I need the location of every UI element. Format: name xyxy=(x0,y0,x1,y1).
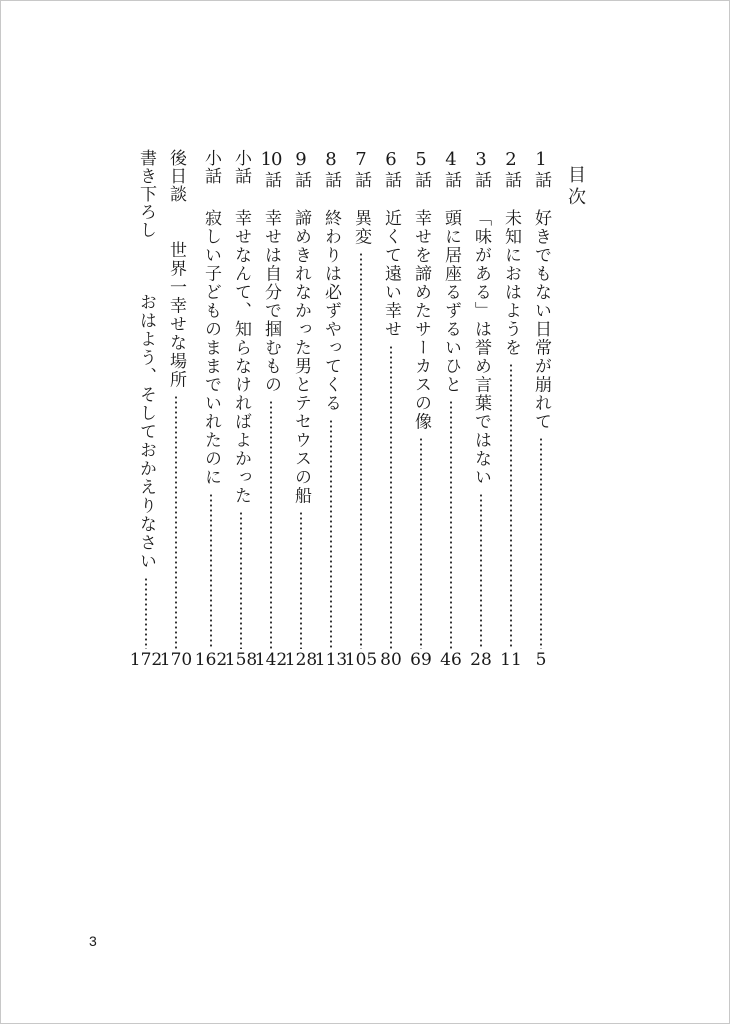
toc-entry-9[interactable] xyxy=(284,149,318,670)
dot-leader xyxy=(510,363,512,649)
dot-leader xyxy=(300,511,302,649)
entry-label: 話 xyxy=(531,171,551,189)
entry-label: 小話 xyxy=(231,149,251,185)
entry-number: 10 xyxy=(260,149,282,170)
page-folio: 3 xyxy=(89,933,97,949)
entry-label: 話 xyxy=(321,171,341,189)
dot-leader xyxy=(390,345,392,650)
dot-leader xyxy=(360,252,362,649)
entry-title: 寂しい子どものままでいれたのに xyxy=(201,209,221,487)
entry-page-number: 80 xyxy=(380,650,402,670)
entry-number: 7 xyxy=(355,149,367,170)
entry-title: 頭に居座るずるいひと xyxy=(441,209,461,394)
entry-page-number: 172 xyxy=(129,650,163,670)
dot-leader xyxy=(240,511,242,649)
entry-page-number: 113 xyxy=(314,650,348,670)
dot-leader xyxy=(175,395,177,649)
entry-page-number: 5 xyxy=(535,650,547,670)
dot-leader xyxy=(540,437,542,649)
toc-entry-1[interactable] xyxy=(529,149,553,669)
entry-page-number: 162 xyxy=(194,650,228,670)
dot-leader xyxy=(210,493,212,650)
entry-number: 9 xyxy=(295,149,307,170)
entry-page-number: 28 xyxy=(470,650,492,670)
entry-label: 話 xyxy=(501,171,521,189)
dot-leader xyxy=(270,400,272,649)
entry-label: 話 xyxy=(471,171,491,189)
entry-label: 後日談 xyxy=(166,149,186,203)
entry-label: 小話 xyxy=(201,149,221,185)
entry-title: 諦めきれなかった男とテセウスの船 xyxy=(291,209,311,505)
entry-title: 近くて遠い幸せ xyxy=(381,209,401,339)
entry-title: おはよう、そしておかえりなさい xyxy=(136,293,156,571)
entry-title: 幸せは自分で掴むもの xyxy=(261,209,281,394)
entry-title: 幸せを諦めたサーカスの像 xyxy=(411,209,431,431)
toc-entry-10[interactable] xyxy=(254,149,288,670)
entry-title: 終わりは必ずやってくる xyxy=(321,209,341,413)
entry-number: 6 xyxy=(385,149,397,170)
dot-leader xyxy=(450,400,452,649)
toc-title: 目次 xyxy=(565,165,586,209)
dot-leader xyxy=(480,493,482,650)
toc-entry-epilogue[interactable] xyxy=(159,149,193,670)
toc-entry-4[interactable] xyxy=(439,149,463,669)
toc-entry-2[interactable] xyxy=(499,149,523,669)
entry-label: 話 xyxy=(291,171,311,189)
dot-leader xyxy=(420,437,422,649)
entry-number: 1 xyxy=(535,149,547,170)
entry-label: 話 xyxy=(411,171,431,189)
entry-page-number: 158 xyxy=(224,650,258,670)
entry-label: 話 xyxy=(441,171,461,189)
entry-page-number: 170 xyxy=(159,650,193,670)
entry-title: 異変 xyxy=(351,209,371,246)
toc-entry-5[interactable] xyxy=(409,149,433,669)
entry-page-number: 69 xyxy=(410,650,432,670)
entry-label: 書き下ろし xyxy=(136,149,156,239)
entry-title: 好きでもない日常が崩れて xyxy=(531,209,551,431)
dot-leader xyxy=(330,419,332,650)
entry-number: 5 xyxy=(415,149,427,170)
entry-title: 世界一幸せな場所 xyxy=(166,241,186,389)
entry-page-number: 128 xyxy=(284,650,318,670)
entry-title: 未知におはようを xyxy=(501,209,521,357)
entry-number: 2 xyxy=(505,149,517,170)
entry-title: 幸せなんて、知らなければよかった xyxy=(231,209,251,505)
entry-number: 3 xyxy=(475,149,487,170)
entry-number: 8 xyxy=(325,149,337,170)
toc-entry-6[interactable] xyxy=(379,149,403,669)
entry-label: 話 xyxy=(261,171,281,189)
entry-title: 「味がある」は誉め言葉ではない xyxy=(471,209,491,487)
entry-page-number: 11 xyxy=(500,650,522,670)
dot-leader xyxy=(145,577,147,650)
toc-entry-bonus[interactable] xyxy=(129,149,163,670)
entry-label: 話 xyxy=(351,171,371,189)
entry-label: 話 xyxy=(381,171,401,189)
entry-page-number: 142 xyxy=(254,650,288,670)
entry-page-number: 105 xyxy=(344,650,378,670)
toc-entry-short-story-2[interactable] xyxy=(194,149,228,670)
entry-number: 4 xyxy=(445,149,457,170)
toc-entry-3[interactable] xyxy=(469,149,493,669)
entry-page-number: 46 xyxy=(440,650,462,670)
toc-entry-8[interactable] xyxy=(314,149,348,670)
toc-entry-7[interactable] xyxy=(344,149,378,670)
toc-entry-short-story-1[interactable] xyxy=(224,149,258,670)
